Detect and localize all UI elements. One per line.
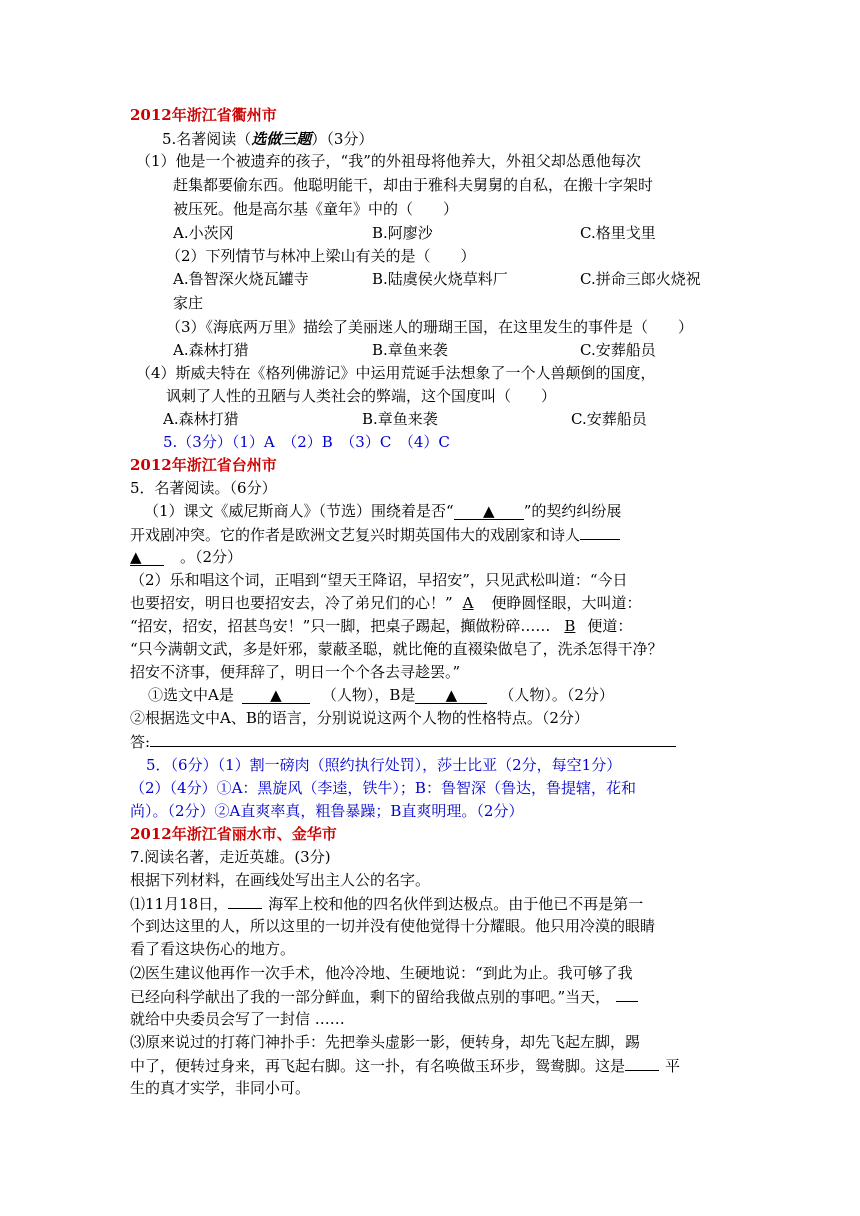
section-heading-taizhou: 2012年浙江省台州市	[130, 456, 277, 474]
sub4-option-a: A.森林打猎	[163, 410, 239, 428]
mark-a: A	[462, 594, 474, 612]
taizhou-p1-line1: （1）课文《威尼斯商人》（节选）围绕着是否“ ▲ ”的契约纠纷展	[144, 502, 622, 520]
sub3-option-b: B.章鱼来袭	[372, 341, 448, 359]
fill-blank[interactable]	[130, 549, 164, 566]
answer-blank[interactable]	[150, 730, 676, 747]
lishui-m2-line1: ⑵医生建议他再作一次手术，他冷冷地、生硬地说：“到此为止。我可够了我	[130, 964, 633, 982]
question-5-title	[162, 128, 373, 150]
sub1-line1: （1）他是一个被遗弃的孩子，“我”的外祖母将他养大，外祖父却怂恿他每次	[136, 152, 641, 170]
lishui-q7-title: 7.阅读名著，走近英雄。(3分)	[130, 848, 331, 866]
lishui-m2-line3: 就给中央委员会写了一封信 ……	[130, 1010, 345, 1028]
taizhou-p2-line1: （2）乐和唱这个词，正唱到“望天王降诏，早招安”，只见武松叫道：“今日	[130, 571, 628, 589]
sub4-option-c: C.安葬船员	[571, 410, 647, 428]
lishui-m1-line1: ⑴11月18日， 海军上校和他的四名伙伴到达极点。由于他已不再是第一	[130, 892, 643, 915]
quzhou-answer: 5.（3分）（1）A （2）B （3）C （4）C	[163, 433, 450, 451]
fill-blank-b[interactable]	[415, 687, 487, 704]
fill-blank[interactable]	[228, 892, 262, 909]
triangle-icon: ▲	[130, 548, 142, 566]
taizhou-p1-line3: ▲ 。（2分）	[130, 548, 243, 566]
lishui-m1-line3: 看了看这块伤心的地方。	[130, 940, 296, 958]
sub1-line2: 赶集都要偷东西。他聪明能干，却由于雅科夫舅舅的自私，在搬十字架时	[173, 176, 654, 194]
lishui-m3-line1: ⑶原来说过的打蒋门神扑手：先把拳头虚影一影，便转身，却先飞起左脚，踢	[130, 1033, 641, 1051]
taizhou-q5-title: 5．名著阅读。（6分）	[130, 479, 277, 497]
sub1-line3: 被压死。他是高尔基《童年》中的（ ）	[173, 200, 459, 218]
lishui-m1-line2: 个到达这里的人，所以这里的一切并没有使他觉得十分耀眼。他只用冷漠的眼睛	[130, 917, 656, 935]
lishui-intro: 根据下列材料，在画线处写出主人公的名字。	[130, 871, 431, 889]
taizhou-answer-line3: 尚）。（2分）②A直爽率真，粗鲁暴躁；B直爽明理。（2分）	[130, 802, 524, 820]
fill-blank-a[interactable]	[242, 687, 310, 704]
taizhou-p2-line5: 招安不济事，便拜辞了，明日一个个各去寻趁罢。”	[130, 663, 461, 681]
fill-blank[interactable]	[616, 985, 638, 1002]
lishui-m3-line3: 生的真才实学，非同小可。	[130, 1079, 311, 1097]
triangle-icon: ▲	[445, 686, 458, 704]
sub3-line1: （3）《海底两万里》描绘了美丽迷人的珊瑚王国，在这里发生的事件是（ ）	[166, 318, 694, 336]
section-heading-lishui: 2012年浙江省丽水市、金华市	[130, 825, 337, 843]
sub2-option-a: A.鲁智深火烧瓦罐寺	[173, 270, 309, 288]
taizhou-answer-line1: 5．（6分）（1）割一磅肉（照约执行处罚），莎士比亚（2分，每空1分）	[146, 756, 622, 774]
taizhou-p2-line4: “只今满朝文武，多是奸邪，蒙蔽圣聪，就比俺的直裰染做皂了，洗杀怎得干净？	[130, 640, 663, 658]
triangle-icon: ▲	[270, 686, 282, 704]
sub2-option-b: B.陆虞侯火烧草料厂	[372, 270, 508, 288]
taizhou-p2-q2: ②根据选文中A、B的语言，分别说说这两个人物的性格特点。（2分）	[130, 709, 589, 727]
taizhou-p1-line2: 开戏剧冲突。它的作者是欧洲文艺复兴时期英国伟大的戏剧家和诗人	[130, 523, 620, 546]
taizhou-p2-line3: “招安，招安，招甚鸟安！”只一脚，把桌子踢起，攧做粉碎…… B 便道：	[130, 617, 633, 635]
mark-b: B	[564, 617, 576, 635]
lishui-m3-line2: 中了，便转过身来，再飞起右脚。这一扑，有名唤做玉环步，鸳鸯脚。这是 平	[130, 1054, 680, 1077]
q5-prefix: 5.名著阅读（	[162, 130, 252, 148]
sub3-option-c: C.安葬船员	[580, 341, 656, 359]
sub2-option-c: C.拼命三郎火烧祝	[580, 270, 701, 288]
sub4-option-b: B.章鱼来袭	[362, 410, 438, 428]
sub3-option-a: A.森林打猎	[173, 341, 249, 359]
q5-emphasis: 选做三题	[251, 130, 312, 148]
taizhou-p2-line2: 也要招安，明日也要招安去，冷了弟兄们的心！” A 便睁圆怪眼，大叫道：	[130, 594, 642, 612]
answer-line: 答:	[130, 730, 676, 753]
sub1-option-a: A.小茨冈	[173, 224, 234, 242]
sub4-line2: 讽刺了人性的丑陋与人类社会的弊端，这个国度叫（ ）	[166, 387, 557, 405]
q5-suffix: ）（3分）	[311, 130, 374, 148]
sub4-line1: （4）斯威夫特在《格列佛游记》中运用荒诞手法想象了一个人兽颠倒的国度，	[136, 364, 656, 382]
fill-blank[interactable]	[454, 503, 524, 520]
taizhou-p2-q1: ①选文中A是 ▲ （人物），B是 ▲ （人物）。（2分）	[148, 686, 614, 704]
fill-blank[interactable]	[580, 523, 620, 540]
lishui-m2-line2: 已经向科学献出了我的一部分鲜血，剩下的留给我做点别的事吧。”当天，	[130, 985, 638, 1008]
fill-blank[interactable]	[625, 1054, 659, 1071]
sub2-line2: 家庄	[173, 294, 204, 312]
sub1-option-b: B.阿廖沙	[372, 224, 433, 242]
triangle-icon: ▲	[482, 502, 495, 520]
sub2-line1: （2）下列情节与林冲上梁山有关的是（ ）	[166, 247, 476, 265]
taizhou-answer-line2: （2）（4分）①A：黑旋风（李逵，铁牛）；B：鲁智深（鲁达，鲁提辖，花和	[130, 779, 636, 797]
sub1-option-c: C.格里戈里	[580, 224, 656, 242]
section-heading-quzhou: 2012年浙江省衢州市	[130, 106, 277, 124]
